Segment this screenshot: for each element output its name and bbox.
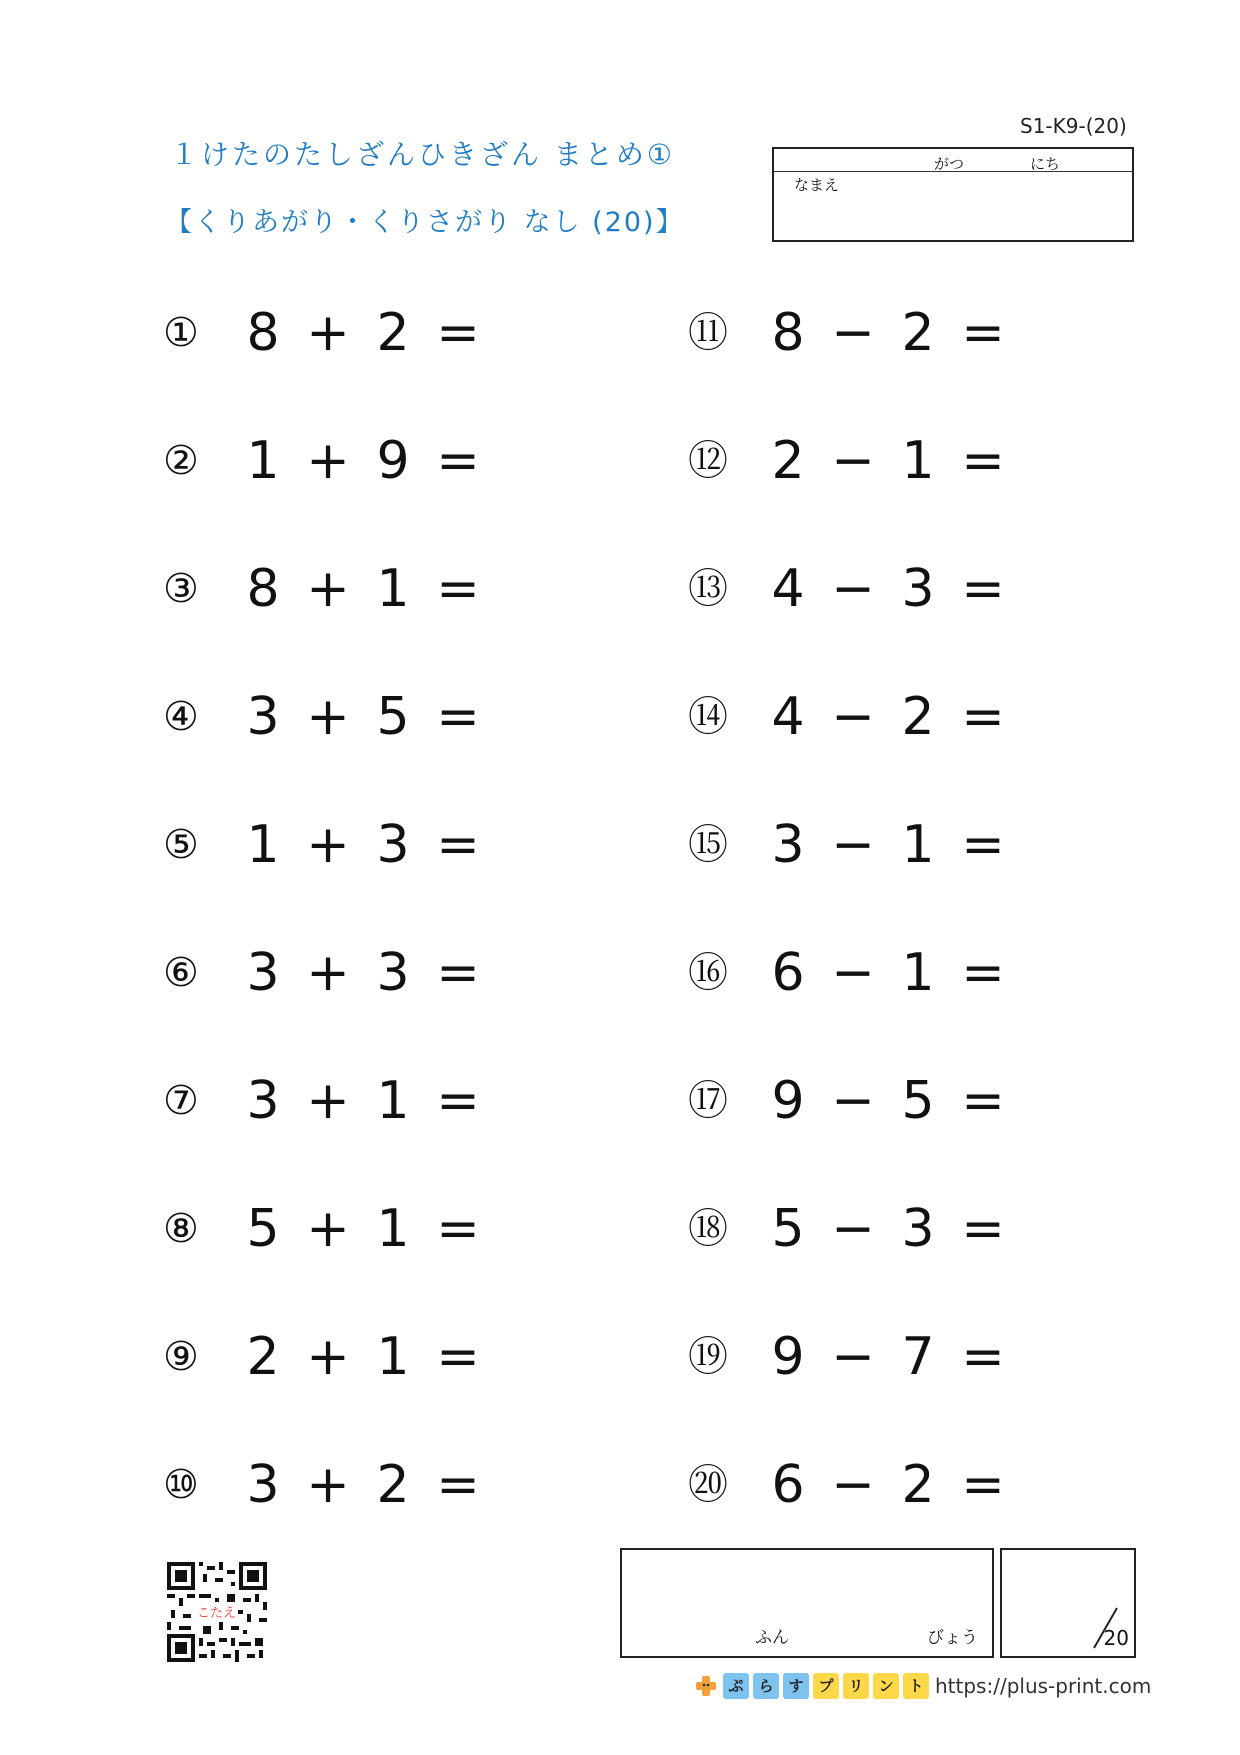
problem-row [688, 810, 1018, 880]
first-operand: 1 [246, 431, 280, 491]
problem-row [688, 554, 1018, 624]
equals-sign: = [436, 815, 480, 875]
operator: + [306, 1071, 350, 1131]
first-operand: 2 [246, 1327, 280, 1387]
equals-sign: = [436, 687, 480, 747]
operator: − [831, 1455, 875, 1515]
name-date-box[interactable] [772, 147, 1134, 242]
problem-row [163, 1066, 493, 1136]
equals-sign: = [961, 1199, 1005, 1259]
second-operand: 1 [901, 943, 935, 1003]
problem-row [688, 1066, 1018, 1136]
second-operand: 7 [901, 1327, 935, 1387]
problem-number: ⑯ [688, 950, 728, 996]
problem-row [688, 426, 1018, 496]
problem-number: ② [163, 438, 199, 484]
problem-number: ⑭ [688, 694, 728, 740]
worksheet-title: １けたのたしざんひきざん まとめ① [170, 138, 676, 171]
second-operand: 1 [901, 815, 935, 875]
second-operand: 3 [901, 1199, 935, 1259]
operator: − [831, 1199, 875, 1259]
problem-number: ⑥ [163, 950, 199, 996]
operator: − [831, 815, 875, 875]
brand-tile: す [783, 1673, 809, 1699]
problem-row [163, 554, 493, 624]
second-operand: 5 [376, 687, 410, 747]
second-operand: 2 [901, 303, 935, 363]
operator: − [831, 431, 875, 491]
qr-answer-label: こたえ [195, 1602, 238, 1621]
operator: + [306, 687, 350, 747]
first-operand: 5 [246, 1199, 280, 1259]
first-operand: 8 [246, 559, 280, 619]
brand-tile: ぷ [723, 1673, 749, 1699]
first-operand: 8 [771, 303, 805, 363]
second-operand: 1 [376, 1199, 410, 1259]
operator: − [831, 303, 875, 363]
equals-sign: = [961, 1455, 1005, 1515]
brand-tile: ン [873, 1673, 899, 1699]
second-operand: 1 [901, 431, 935, 491]
equals-sign: = [961, 943, 1005, 1003]
day-label: にち [1030, 155, 1061, 173]
time-box[interactable] [620, 1548, 994, 1658]
equals-sign: = [436, 303, 480, 363]
equals-sign: = [961, 559, 1005, 619]
second-operand: 2 [901, 1455, 935, 1515]
seconds-label: びょう [927, 1628, 978, 1648]
problem-row [163, 810, 493, 880]
first-operand: 3 [771, 815, 805, 875]
brand-tiles [723, 1673, 929, 1699]
problem-number: ③ [163, 566, 199, 612]
equals-sign: = [436, 1327, 480, 1387]
problem-number: ⑱ [688, 1206, 728, 1252]
problem-number: ⑰ [688, 1078, 728, 1124]
second-operand: 1 [376, 1327, 410, 1387]
second-operand: 2 [376, 303, 410, 363]
operator: + [306, 943, 350, 1003]
problem-number: ⑨ [163, 1334, 199, 1380]
second-operand: 3 [376, 815, 410, 875]
equals-sign: = [436, 1071, 480, 1131]
problem-row [163, 1322, 493, 1392]
equals-sign: = [961, 431, 1005, 491]
operator: + [306, 1199, 350, 1259]
score-denominator: 20 [1103, 1626, 1129, 1650]
problem-number: ⑩ [163, 1462, 199, 1508]
problem-row [688, 1194, 1018, 1264]
second-operand: 2 [901, 687, 935, 747]
problem-row [163, 298, 493, 368]
problem-number: ④ [163, 694, 199, 740]
problem-number: ⑦ [163, 1078, 199, 1124]
brand-tile: ト [903, 1673, 929, 1699]
worksheet-code: S1-K9-(20) [1020, 114, 1127, 138]
problem-row [688, 298, 1018, 368]
first-operand: 1 [246, 815, 280, 875]
first-operand: 3 [246, 1455, 280, 1515]
operator: − [831, 687, 875, 747]
equals-sign: = [961, 687, 1005, 747]
problem-number: ⑪ [688, 310, 728, 356]
equals-sign: = [961, 815, 1005, 875]
equals-sign: = [961, 1327, 1005, 1387]
problem-row [163, 938, 493, 1008]
brand-tile: プ [813, 1673, 839, 1699]
first-operand: 4 [771, 559, 805, 619]
first-operand: 3 [246, 687, 280, 747]
equals-sign: = [436, 1199, 480, 1259]
operator: + [306, 559, 350, 619]
first-operand: 3 [246, 943, 280, 1003]
operator: + [306, 1455, 350, 1515]
problem-row [163, 682, 493, 752]
problem-number: ⑤ [163, 822, 199, 868]
problem-number: ⑮ [688, 822, 728, 868]
first-operand: 6 [771, 1455, 805, 1515]
brand-tile: ら [753, 1673, 779, 1699]
problem-row [688, 1450, 1018, 1520]
first-operand: 3 [246, 1071, 280, 1131]
first-operand: 2 [771, 431, 805, 491]
problem-row [163, 1450, 493, 1520]
first-operand: 9 [771, 1327, 805, 1387]
operator: − [831, 1071, 875, 1131]
brand-logo[interactable] [693, 1670, 929, 1702]
equals-sign: = [436, 431, 480, 491]
first-operand: 5 [771, 1199, 805, 1259]
second-operand: 1 [376, 559, 410, 619]
first-operand: 9 [771, 1071, 805, 1131]
first-operand: 6 [771, 943, 805, 1003]
month-label: がつ [934, 155, 965, 173]
operator: + [306, 303, 350, 363]
problem-row [163, 1194, 493, 1264]
operator: − [831, 559, 875, 619]
second-operand: 1 [376, 1071, 410, 1131]
second-operand: 2 [376, 1455, 410, 1515]
equals-sign: = [961, 303, 1005, 363]
second-operand: 3 [901, 559, 935, 619]
equals-sign: = [961, 1071, 1005, 1131]
problem-number: ⑫ [688, 438, 728, 484]
problem-number: ⑲ [688, 1334, 728, 1380]
first-operand: 4 [771, 687, 805, 747]
equals-sign: = [436, 1455, 480, 1515]
problem-row [688, 1322, 1018, 1392]
name-label: なまえ [794, 176, 840, 194]
operator: + [306, 431, 350, 491]
operator: + [306, 815, 350, 875]
site-url[interactable]: https://plus-print.com [935, 1674, 1152, 1698]
second-operand: 9 [376, 431, 410, 491]
problem-row [688, 938, 1018, 1008]
brand-tile: リ [843, 1673, 869, 1699]
equals-sign: = [436, 943, 480, 1003]
equals-sign: = [436, 559, 480, 619]
problem-number: ⑳ [688, 1462, 728, 1508]
problem-number: ⑧ [163, 1206, 199, 1252]
operator: − [831, 943, 875, 1003]
score-box[interactable] [1000, 1548, 1136, 1658]
problem-number: ⑬ [688, 566, 728, 612]
operator: − [831, 1327, 875, 1387]
first-operand: 8 [246, 303, 280, 363]
second-operand: 3 [376, 943, 410, 1003]
worksheet-subtitle: 【くりあがり・くりさがり なし (20)】 [165, 207, 685, 238]
minutes-label: ふん [755, 1628, 789, 1648]
second-operand: 5 [901, 1071, 935, 1131]
problem-number: ① [163, 310, 199, 356]
problem-row [163, 426, 493, 496]
problem-row [688, 682, 1018, 752]
mascot-icon [693, 1673, 719, 1699]
operator: + [306, 1327, 350, 1387]
